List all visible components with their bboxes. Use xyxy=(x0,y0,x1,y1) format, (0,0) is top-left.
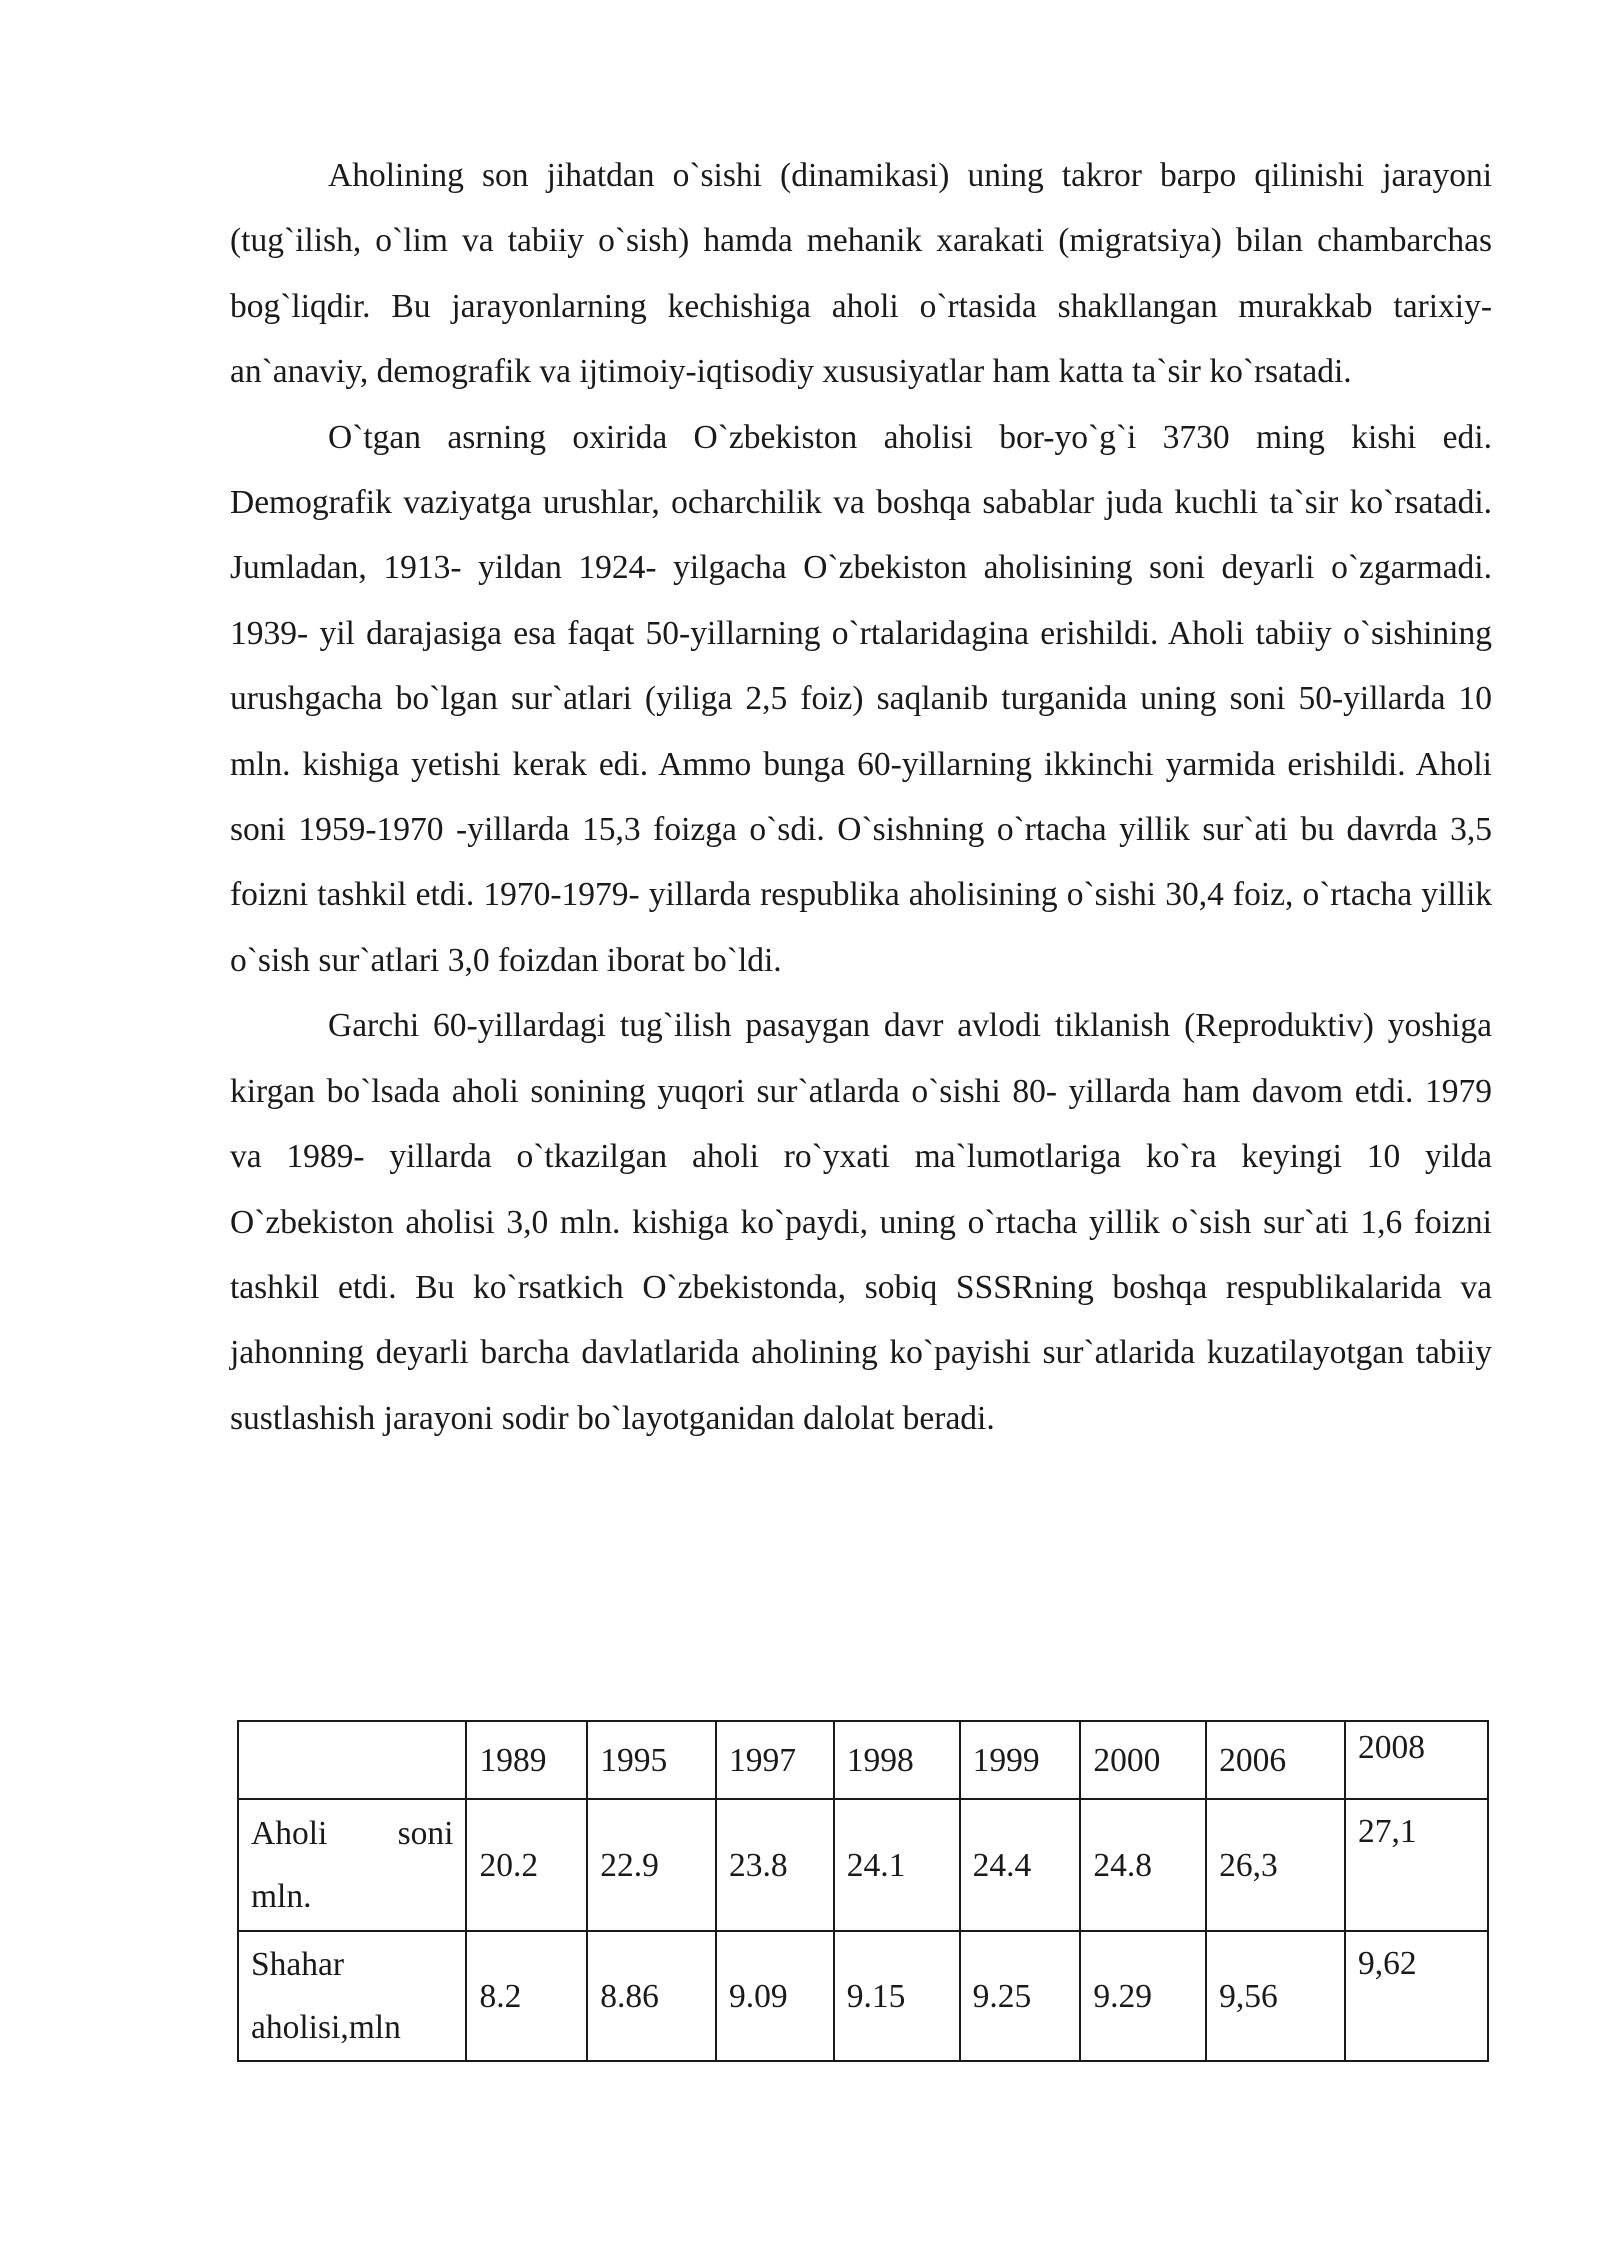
table-header-row xyxy=(238,1721,1488,1799)
table-cell: 22.9 xyxy=(587,1799,716,1931)
document-body xyxy=(230,143,1492,1451)
table-cell: 9.09 xyxy=(716,1931,834,2061)
year-header-cell: 1997 xyxy=(716,1721,834,1799)
table-cell: 24.8 xyxy=(1080,1799,1206,1931)
year-header-cell: 1998 xyxy=(834,1721,960,1799)
year-header-cell: 1999 xyxy=(960,1721,1081,1799)
table-cell: 8.86 xyxy=(587,1931,716,2061)
paragraph-historical-growth: O`tgan asrning oxirida O`zbekiston aholisi bor-yo`g`i 3730 ming kishi edi. Demografik vaziyatga urushlar, ocharchilik va boshqa sabablar juda kuchli ta`sir ko`rsatadi. Jumladan, 1913- yildan 1924- yilgacha O`zbekiston aholisining soni deyarli o`zgarmadi. 1939- yil darajasiga esa faqat 50-yillarning o`rtalaridagina erishildi. Aholi tabiiy o`sishining urushgacha bo`lgan sur`atlari (yiliga 2,5 foiz) saqlanib turganida uning soni 50-yillarda 10 mln. kishiga yetishi kerak edi. Ammo bunga 60-yillarning ikkinchi yarmida erishildi. Aholi soni 1959-1970 -yillarda 15,3 foizga o`sdi. O`sishning o`rtacha yillik sur`ati bu davrda 3,5 foizni tashkil etdi. 1970-1979- yillarda respublika aholisining o`sishi 30,4 foiz, o`rtacha yillik o`sish sur`atlari 3,0 foizdan iborat bo`ldi. xyxy=(230,418,1492,979)
year-header-cell: 2006 xyxy=(1206,1721,1345,1799)
table-cell: 24.4 xyxy=(960,1799,1081,1931)
row-label-line: aholisi,mln xyxy=(251,2009,401,2046)
row-label-line: mln. xyxy=(251,1878,312,1915)
year-header-cell: 1989 xyxy=(466,1721,587,1799)
row-label-line: Shahar xyxy=(251,1946,345,1983)
population-table xyxy=(237,1720,1489,2062)
row-label-urban-population xyxy=(238,1931,466,2061)
paragraph-slowdown: Garchi 60-yillardagi tug`ilish pasaygan davr avlodi tiklanish (Reproduktiv) yoshiga kirgan bo`lsada aholi sonining yuqori sur`atlarda o`sishi 80- yillarda ham davom etdi. 1979 va 1989- yillarda o`tkazilgan aholi ro`yxati ma`lumotlariga ko`ra keyingi 10 yilda O`zbekiston aholisi 3,0 mln. kishiga ko`paydi, uning o`rtacha yillik o`sish sur`ati 1,6 foizni tashkil etdi. Bu ko`rsatkich O`zbekistonda, sobiq SSSRning boshqa respublikalarida va jahonning deyarli barcha davlatlarida aholining ko`payishi sur`atlarida kuzatilayotgan tabiiy sustlashish jarayoni sodir bo`layotganidan dalolat beradi. xyxy=(230,1007,1492,1437)
table-row-urban-population xyxy=(238,1931,1488,2061)
table-corner-cell xyxy=(238,1721,466,1799)
table-cell: 23.8 xyxy=(716,1799,834,1931)
year-header-cell: 2008 xyxy=(1345,1721,1488,1799)
table-cell: 26,3 xyxy=(1206,1799,1345,1931)
table-row-population xyxy=(238,1799,1488,1931)
table-cell: 9.29 xyxy=(1080,1931,1206,2061)
table-cell: 9,56 xyxy=(1206,1931,1345,2061)
year-header-cell: 1995 xyxy=(587,1721,716,1799)
row-label-line: Aholi soni xyxy=(251,1815,454,1852)
paragraph-population-dynamics: Aholining son jihatdan o`sishi (dinamikasi) uning takror barpo qilinishi jarayoni (tug`ilish, o`lim va tabiiy o`sish) hamda mehanik xarakati (migratsiya) bilan chambarchas bog`liqdir. Bu jarayonlarning kechishiga aholi o`rtasida shakllangan murakkab tarixiy-an`anaviy, demografik va ijtimoiy-iqtisodiy xususiyatlar ham katta ta`sir ko`rsatadi. xyxy=(230,157,1492,391)
table-cell: 9.25 xyxy=(960,1931,1081,2061)
table-cell: 9.15 xyxy=(834,1931,960,2061)
table-cell: 24.1 xyxy=(834,1799,960,1931)
table-cell: 8.2 xyxy=(466,1931,587,2061)
year-header-cell: 2000 xyxy=(1080,1721,1206,1799)
table-cell: 27,1 xyxy=(1345,1799,1488,1931)
table-cell: 9,62 xyxy=(1345,1931,1488,2061)
row-label-population xyxy=(238,1799,466,1931)
table-cell: 20.2 xyxy=(466,1799,587,1931)
